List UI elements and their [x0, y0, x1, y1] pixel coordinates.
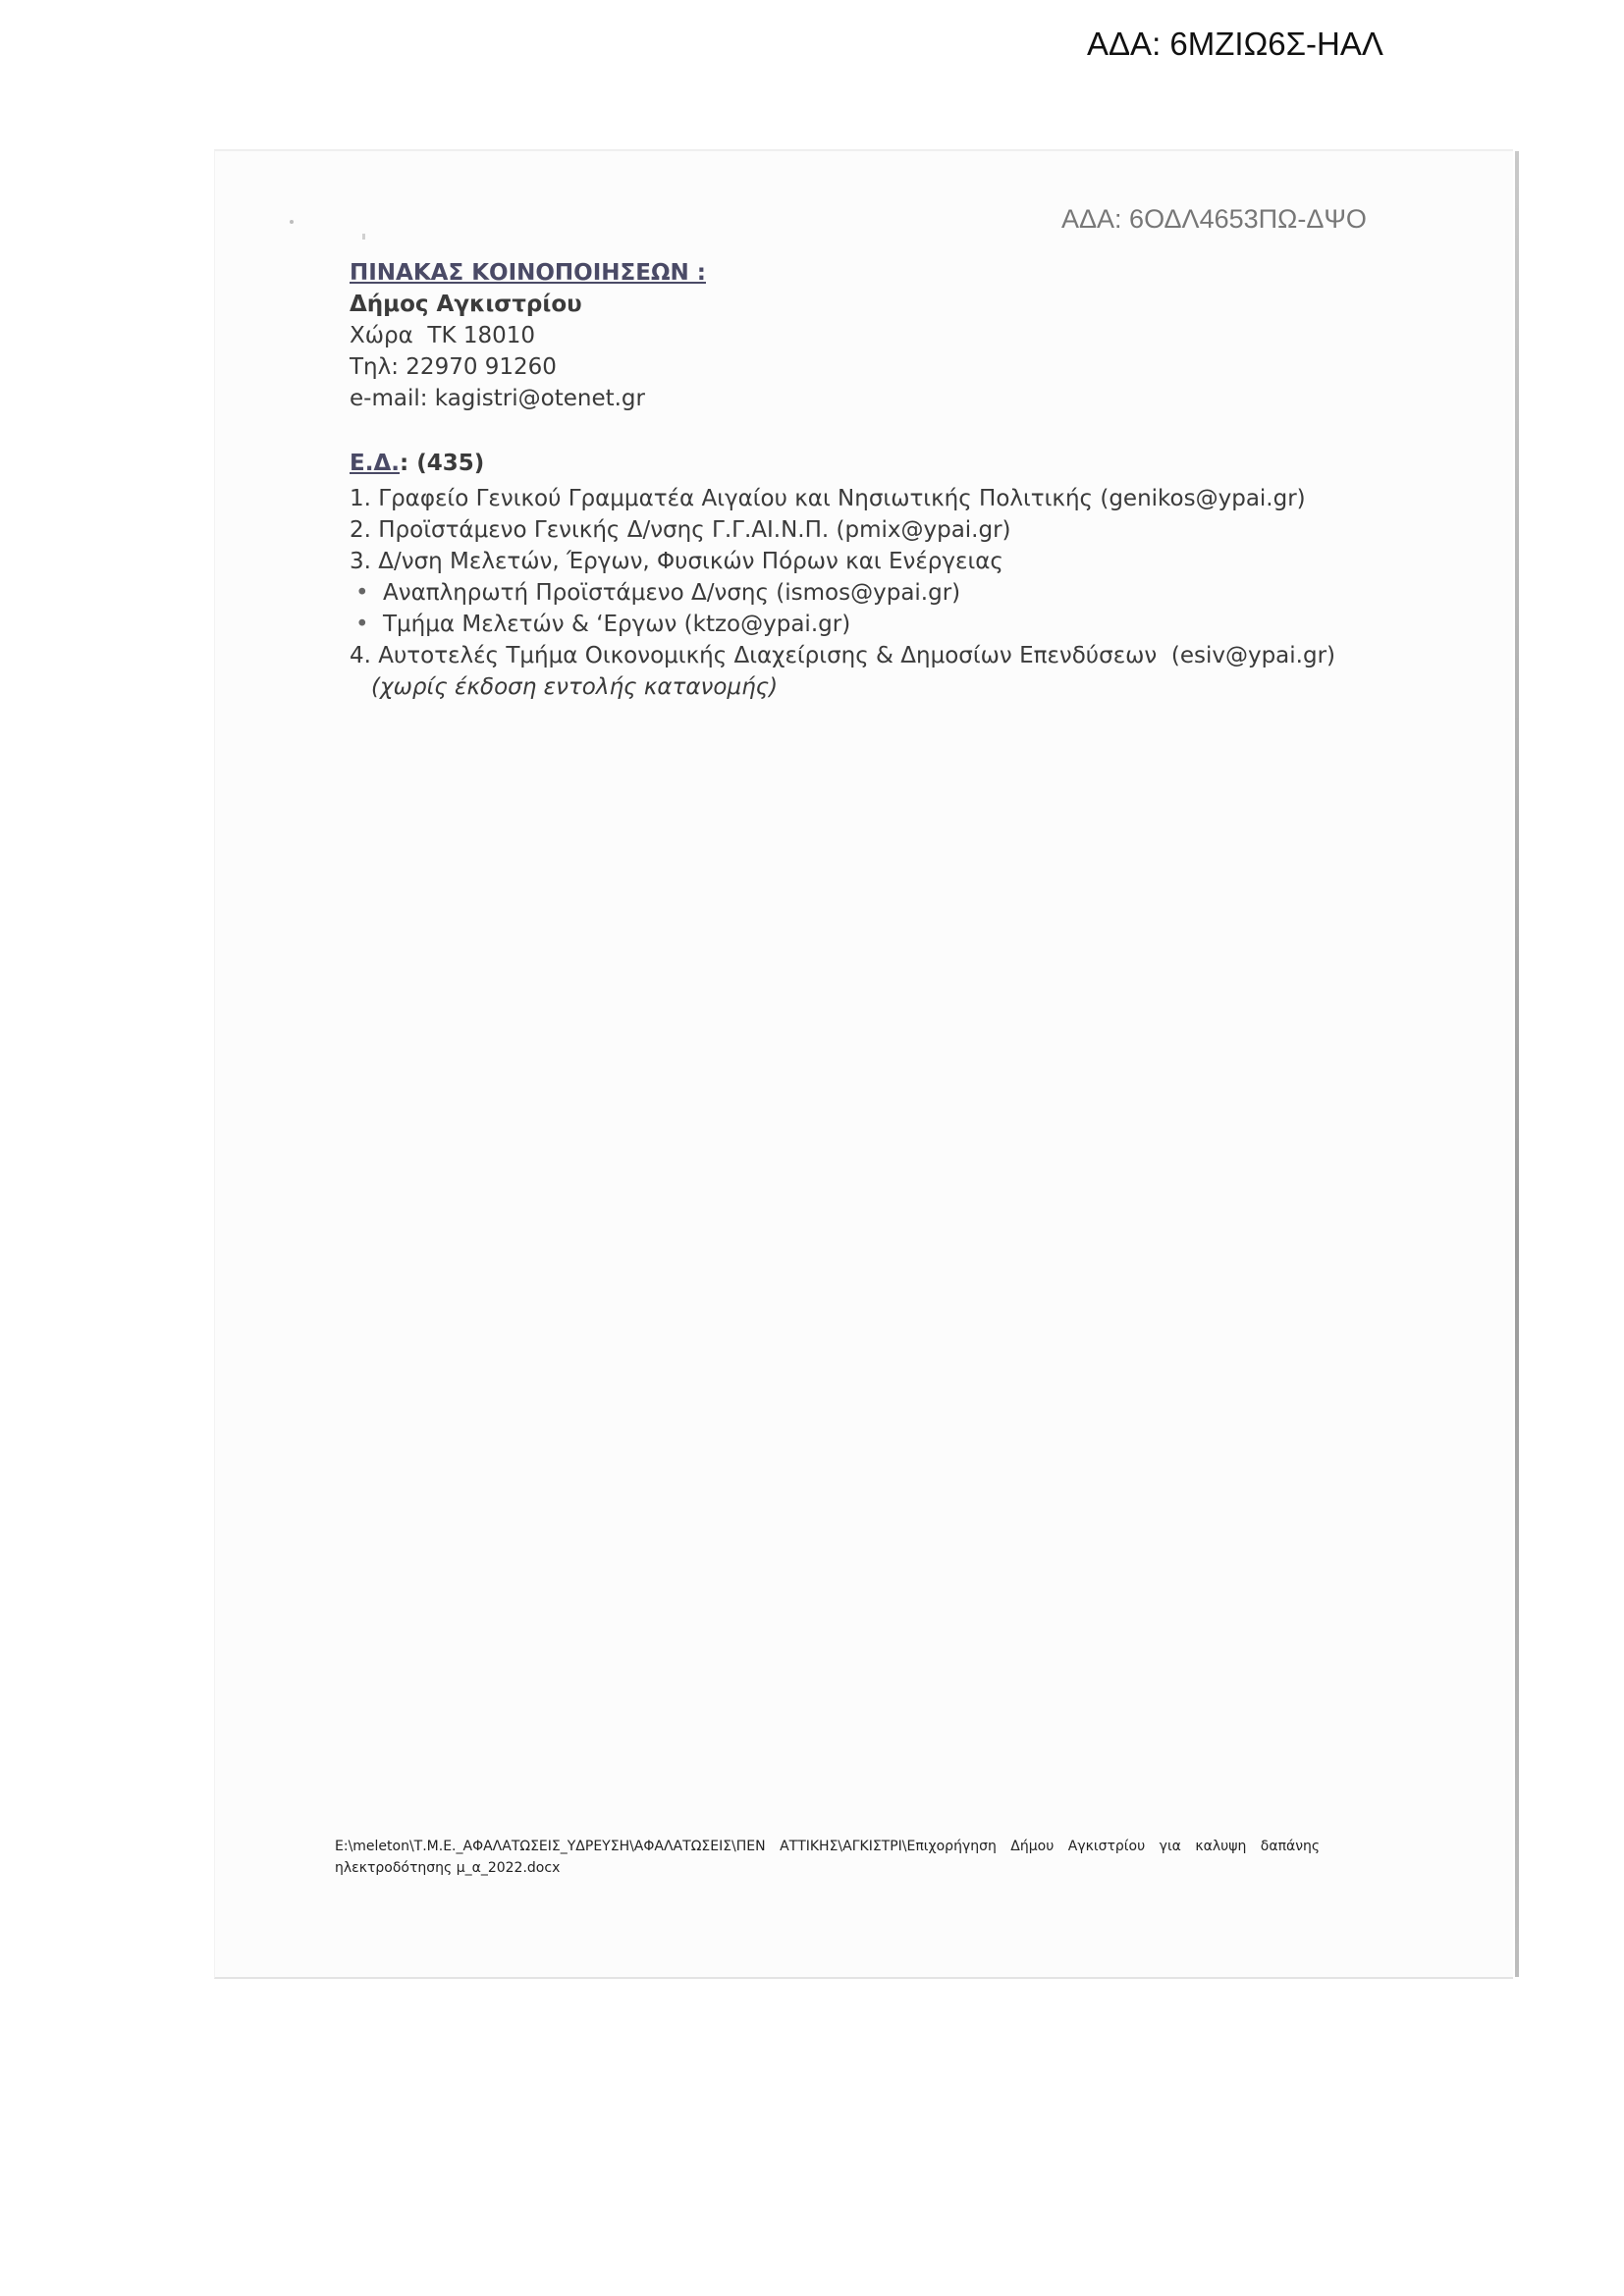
distribution-item: 3. Δ/νση Μελετών, Έργων, Φυσικών Πόρων και Ενέργειας [350, 549, 1003, 574]
scanned-ada-code: ΑΔΑ: 6ΟΔΛ4653ΠΩ-ΔΨΟ [1061, 204, 1367, 234]
distribution-list [350, 483, 1335, 703]
internal-distribution-label [350, 448, 1335, 479]
scanned-document [214, 149, 1513, 1979]
distribution-item: 4. Αυτοτελές Τμήμα Οικονομικής Διαχείρισης & Δημοσίων Επενδύσεων (esiv@ypai.gr) [350, 643, 1335, 668]
distribution-item: 2. Προϊστάμενο Γενικής Δ/νσης Γ.Γ.ΑΙ.Ν.Π. (pmix@ypai.gr) [350, 517, 1011, 543]
notification-heading: ΠΙΝΑΚΑΣ ΚΟΙΝΟΠΟΙΗΣΕΩΝ : [350, 260, 706, 286]
notification-table [350, 257, 1335, 703]
scan-speck [290, 220, 294, 224]
distribution-item: 1. Γραφείο Γενικού Γραμματέα Αιγαίου και Νησιωτικής Πολιτικής (genikos@ypai.gr) [350, 486, 1306, 511]
page-ada-code: ΑΔΑ: 6ΜΖΙΩ6Σ-ΗΑΛ [1087, 26, 1383, 62]
recipient-phone: Τηλ: 22970 91260 [350, 354, 557, 380]
distribution-note: (χωρίς έκδοση εντολής κατανομής) [371, 674, 779, 700]
file-path-line: ηλεκτροδότησης μ_α_2022.docx [335, 1860, 561, 1876]
distribution-sub-item: • Τμήμα Μελετών & ‘Εργων (ktzo@ypai.gr) [350, 609, 1335, 640]
ed-label: Ε.Δ. [350, 451, 400, 476]
recipient-email: e-mail: kagistri@otenet.gr [350, 386, 645, 411]
bullet-icon: • [355, 612, 369, 637]
bullet-icon: • [355, 580, 369, 606]
distribution-sub-item: • Αναπληρωτή Προϊστάμενο Δ/νσης (ismos@ypai.gr) [350, 577, 1335, 609]
recipient-name: Δήμος Αγκιστρίου [350, 292, 582, 317]
recipient-address: Χώρα ΤΚ 18010 [350, 323, 536, 348]
file-path-line: E:\meleton\Τ.Μ.Ε._ΑΦΑΛΑΤΩΣΕΙΣ_ΥΔΡΕΥΣΗ\ΑΦΑΛΑΤΩΣΕΙΣ\ΠΕΝ ΑΤΤΙΚΗΣ\ΑΓΚΙΣΤΡΙ\Επιχορήγηση Δήμου Αγκιστρίου για καλυψη δαπάνης [335, 1839, 1321, 1854]
scan-edge-shadow [1515, 151, 1519, 1977]
ed-count: : (435) [400, 451, 485, 476]
file-path-footer [335, 1836, 1346, 1879]
scan-speck [362, 234, 365, 240]
